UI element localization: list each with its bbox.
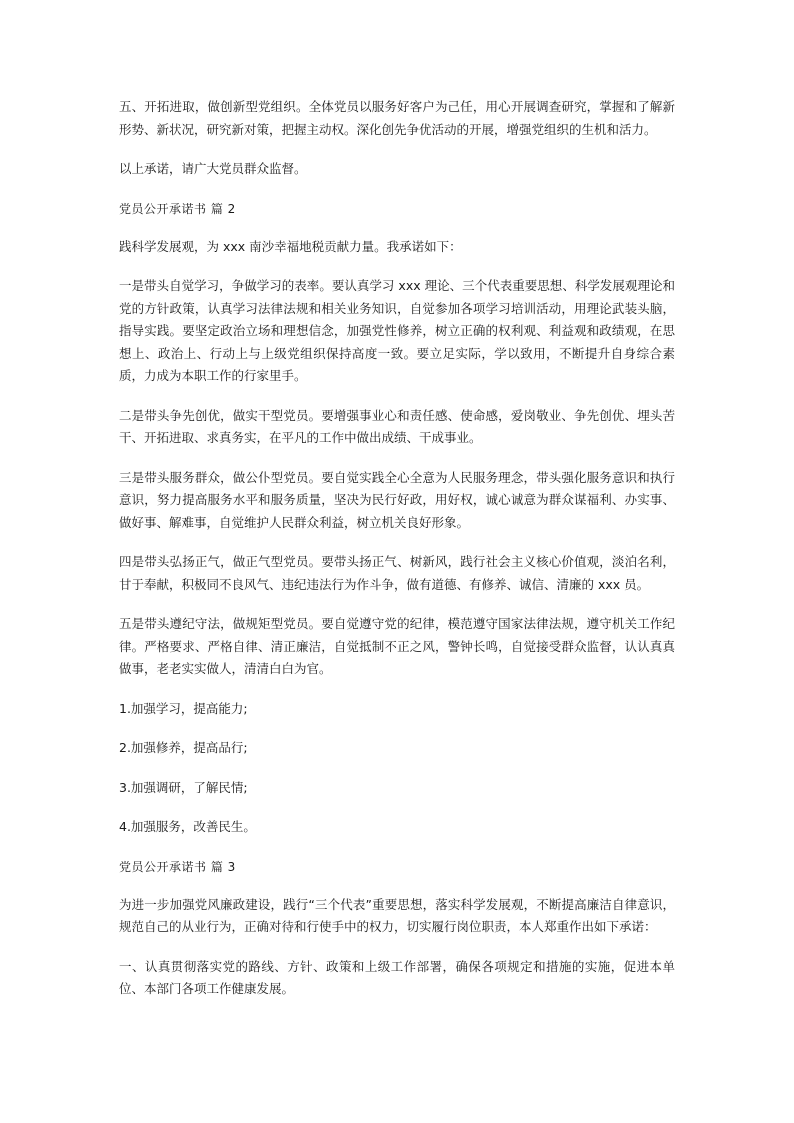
paragraph-discipline: 五是带头遵纪守法，做规矩型党员。要自觉遵守党的纪律，模范遵守国家法律法规，遵守机关工作纪律。严格要求、严格自律、清正廉洁，自觉抵制不正之风，警钟长鸣，自觉接受群众监督，认认真真做事，老老实实做人，清清白白为官。 (119, 616, 675, 676)
list-item-4: 4.加强服务，改善民生。 (119, 819, 256, 834)
section-heading-2: 党员公开承诺书 篇 2 (119, 201, 236, 216)
paragraph-five-innovation: 五、开拓进取，做创新型党组织。全体党员以服务好客户为己任，用心开展调查研究，掌握和了解新形势、新状况，研究新对策，把握主动权。深化创先争优活动的开展，增强党组织的生机和活力。 (119, 99, 675, 137)
list-item-2: 2.加强修养，提高品行; (119, 740, 248, 755)
section-heading-3: 党员公开承诺书 篇 3 (119, 859, 236, 874)
list-item-3: 3.加强调研，了解民情; (119, 779, 248, 795)
list-item-1: 1.加强学习，提高能力; (119, 700, 248, 716)
document-page (119, 96, 675, 1018)
paragraph-excellence: 二是带头争先创优，做实干型党员。要增强事业心和责任感、使命感，爱岗敬业、争先创优、埋头苦干、开拓进取、求真务实，在平凡的工作中做出成绩、干成事业。 (119, 407, 675, 445)
paragraph-integrity: 四是带头弘扬正气，做正气型党员。要带头扬正气、树新风，践行社会主义核心价值观，淡泊名利，甘于奉献，积极同不良风气、违纪违法行为作斗争，做有道德、有修养、诚信、清廉的 xxx 员。 (119, 554, 675, 592)
paragraph-supervision: 以上承诺，请广大党员群众监督。 (119, 161, 307, 176)
paragraph-study: 一是带头自觉学习，争做学习的表率。要认真学习 xxx 理论、三个代表重要思想、科学发展观理论和党的方针政策，认真学习法律法规和相关业务知识，自觉参加各项学习培训活动，用理论武装头脑，指导实践。要坚定政治立场和理想信念，加强党性修养，树立正确的权利观、利益观和政绩观，在思想上、政治上、行动上与上级党组织保持高度一致。要立足实际，学以致用，不断提升自身综合素质，力成为本职工作的行家里手。 (119, 278, 675, 383)
paragraph-commitment-1: 一、认真贯彻落实党的路线、方针、政策和上级工作部署，确保各项规定和措施的实施，促进本单位、本部门各项工作健康发展。 (119, 958, 675, 996)
paragraph-intro-3: 为进一步加强党风廉政建设，践行“三个代表”重要思想，落实科学发展观，不断提高廉洁自律意识，规范自己的从业行为，正确对待和行使手中的权力，切实履行岗位职责，本人郑重作出如下承诺： (119, 896, 675, 934)
paragraph-intro-2: 践科学发展观，为 xxx 南沙幸福地税贡献力量。我承诺如下： (119, 238, 462, 254)
paragraph-service: 三是带头服务群众，做公仆型党员。要自觉实践全心全意为人民服务理念，带头强化服务意识和执行意识，努力提高服务水平和服务质量，坚决为民行好政，用好权，诚心诚意为群众谋福利、办实事、做好事、解难事，自觉维护人民群众利益，树立机关良好形象。 (119, 469, 675, 530)
